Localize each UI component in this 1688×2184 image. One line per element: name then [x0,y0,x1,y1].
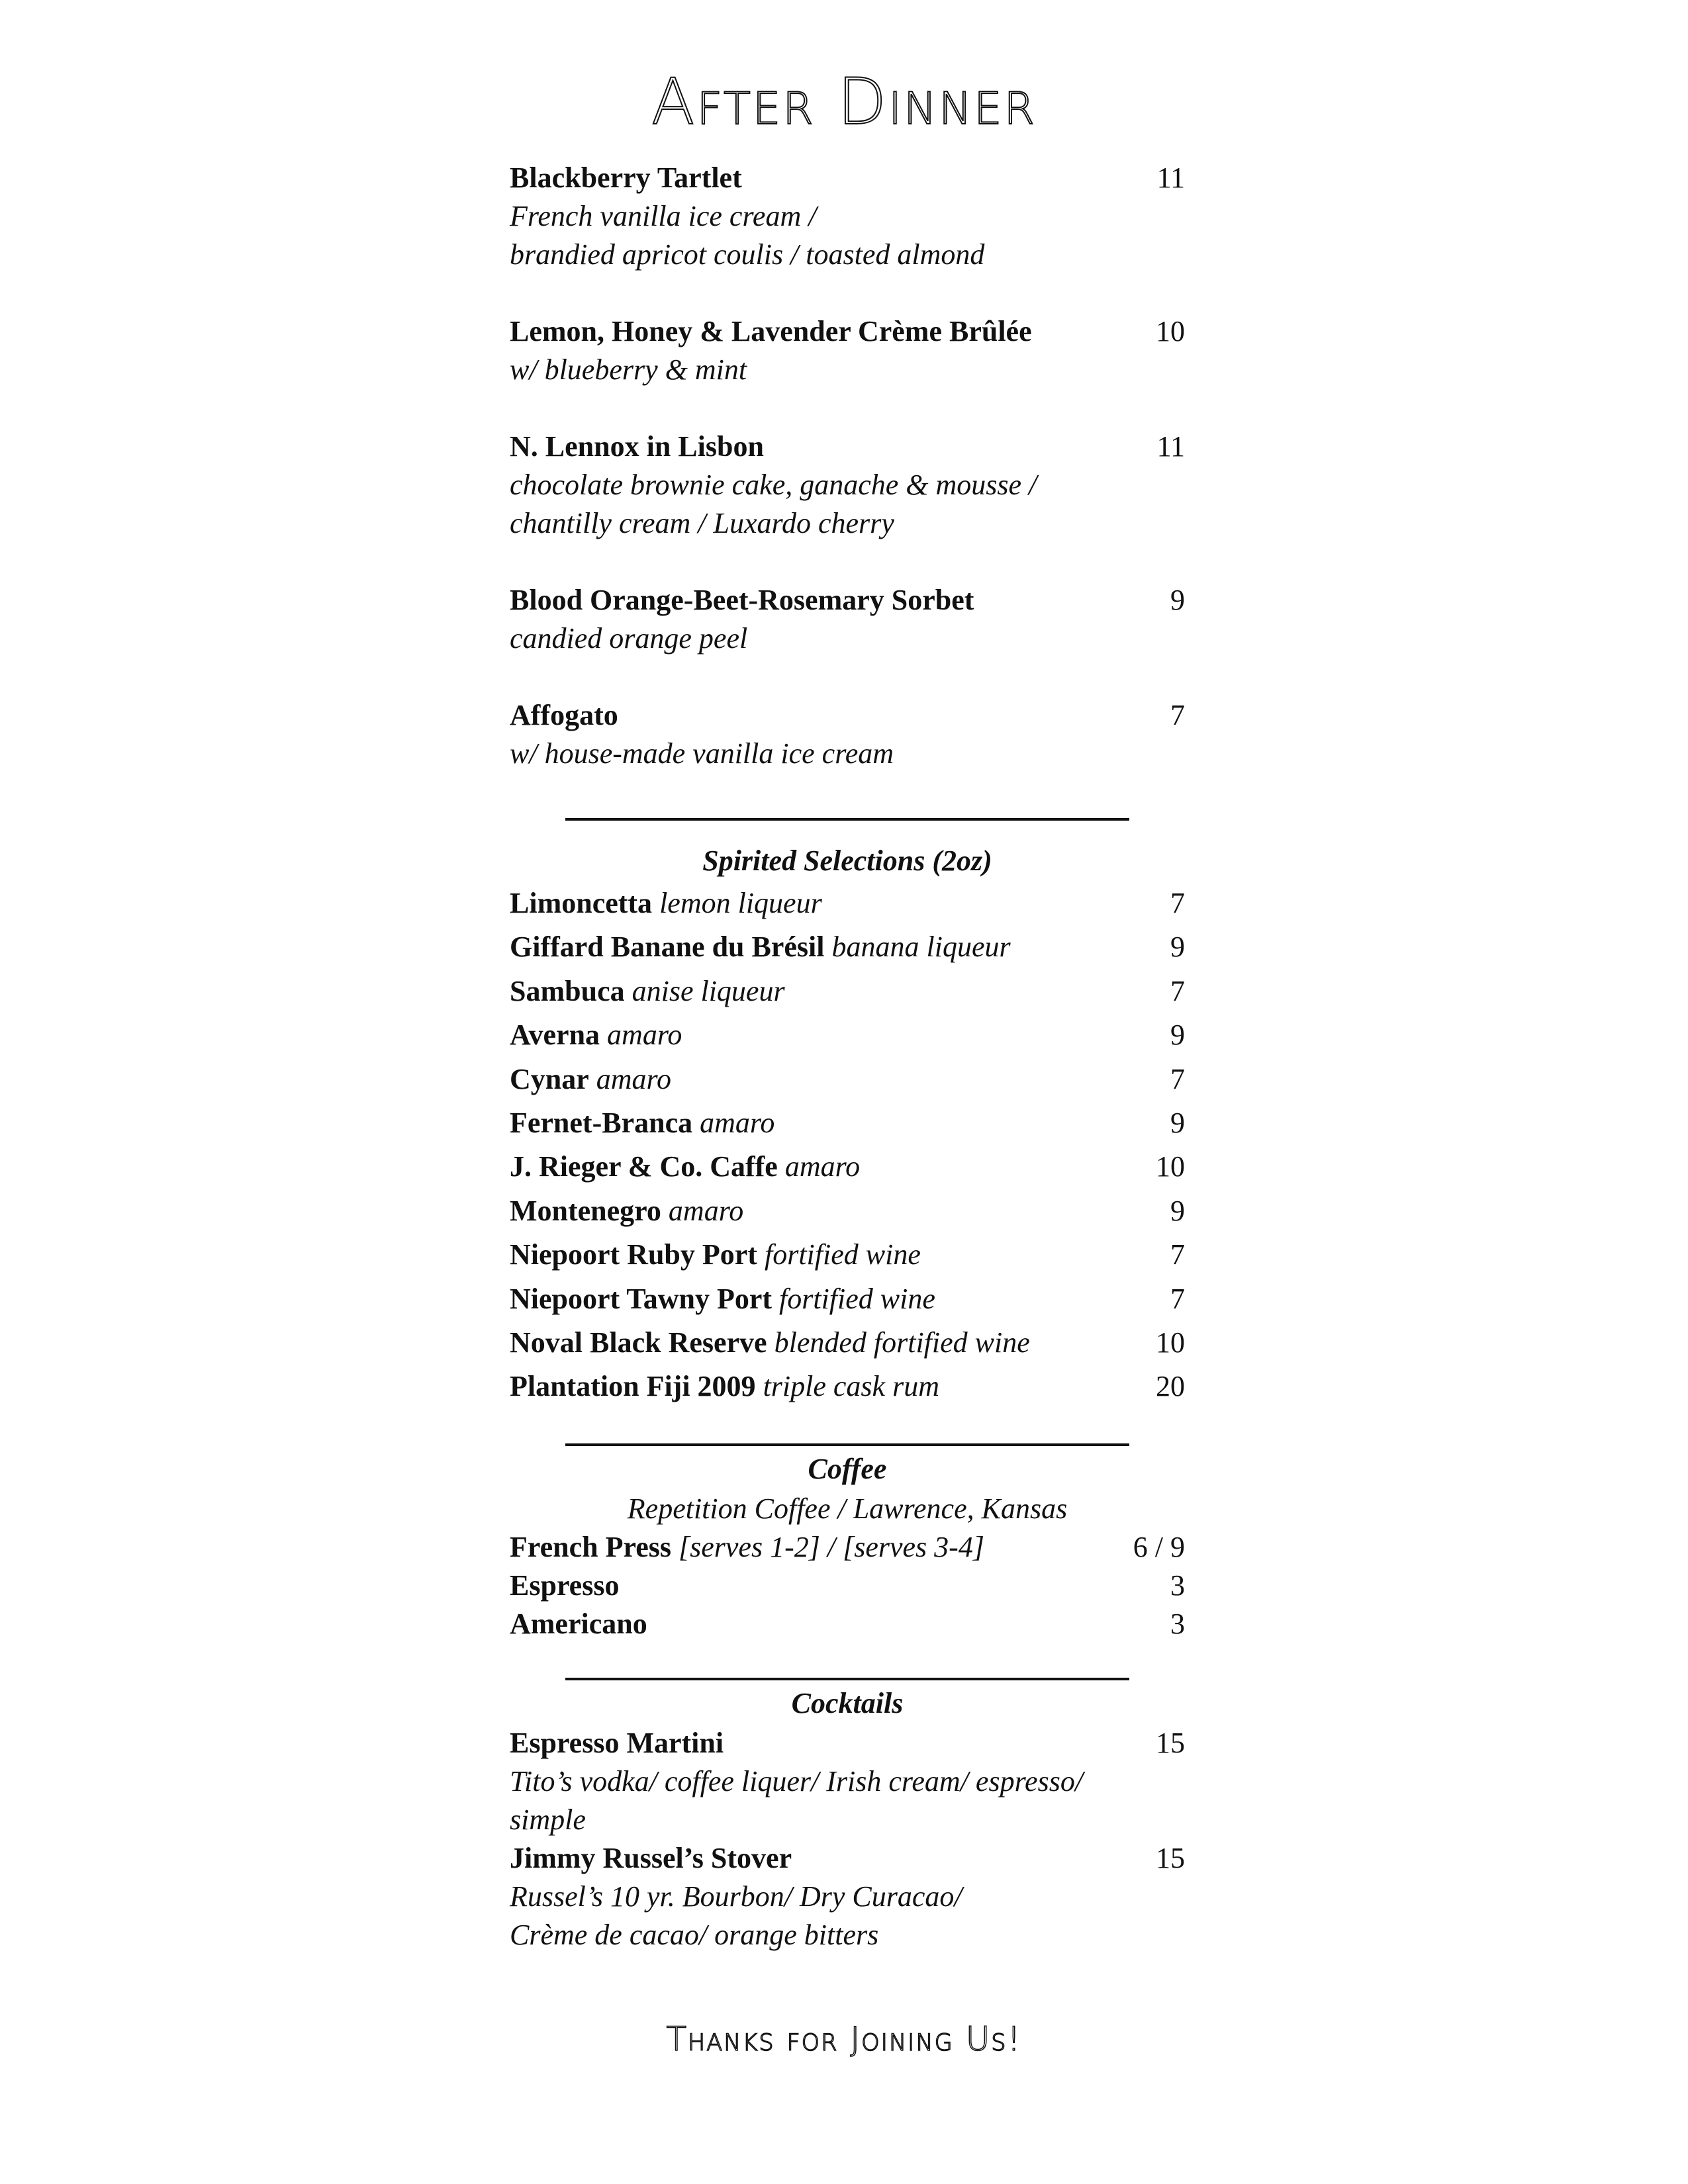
coffee-item [510,1605,1185,1643]
spirit-price: 20 [1156,1370,1185,1403]
dessert-price: 11 [1156,430,1185,463]
spirit-item [510,1101,1185,1145]
spirit-price: 9 [1170,1107,1185,1140]
dessert-desc: French vanilla ice cream / [510,200,817,232]
cocktail-desc: Tito’s vodka/ coffee liquer/ Irish cream/ espresso/ [510,1764,1084,1797]
spirit-price: 9 [1170,1019,1185,1052]
spirit-desc: anise liqueur [632,974,785,1007]
dessert-price: 11 [1156,161,1185,194]
dessert-name: Affogato [510,699,618,731]
spirit-desc: lemon liqueur [659,887,822,919]
dessert-desc: brandied apricot coulis / toasted almond [510,238,985,271]
coffee-name: Espresso [510,1569,620,1602]
dessert-item [510,312,1185,389]
dessert-item [510,428,1185,543]
coffee-title: Coffee [808,1452,887,1485]
spirit-price: 7 [1170,974,1185,1007]
spirit-price: 10 [1156,1326,1185,1359]
section-divider [565,1443,1129,1446]
coffee-price: 3 [1170,1607,1185,1640]
spirit-price: 9 [1170,931,1185,964]
coffee-price: 3 [1170,1569,1185,1602]
spirit-name: Limoncetta [510,887,653,919]
coffee-name: Americano [510,1607,647,1640]
spirit-item [510,970,1185,1013]
cocktail-item [510,1724,1185,1839]
spirit-desc: banana liqueur [831,931,1011,964]
dessert-name: N. Lennox in Lisbon [510,430,764,463]
cocktail-price: 15 [1156,1841,1185,1874]
spirit-item [510,1145,1185,1189]
spirit-item [510,1365,1185,1408]
spirit-desc: triple cask rum [763,1370,939,1403]
coffee-subtitle: Repetition Coffee / Lawrence, Kansas [627,1492,1068,1525]
coffee-section [510,1449,1185,1643]
dessert-desc: w/ house-made vanilla ice cream [510,737,894,770]
cocktail-name: Espresso Martini [510,1726,724,1759]
spirit-price: 9 [1170,1194,1185,1227]
spirit-name: Cynar [510,1062,589,1095]
spirit-price: 7 [1170,1238,1185,1271]
dessert-item [510,696,1185,773]
dessert-desc: chantilly cream / Luxardo cherry [510,507,894,539]
spirit-name: Giffard Banane du Brésil [510,931,825,964]
dessert-name: Blackberry Tartlet [510,161,742,194]
spirit-item [510,1058,1185,1101]
spirit-price: 7 [1170,1282,1185,1315]
coffee-item [510,1567,1185,1605]
spirit-desc: amaro [668,1194,744,1227]
footer-thanks: Thanks for Joining Us! [666,2020,1022,2058]
dessert-item [510,581,1185,658]
cocktails-title: Cocktails [791,1686,904,1719]
spirit-item [510,1189,1185,1233]
dessert-desc: candied orange peel [510,622,748,655]
cocktail-item [510,1839,1185,1954]
spirit-desc: amaro [607,1019,682,1052]
page-title: After Dinner [651,65,1037,139]
section-divider [565,818,1129,821]
spirit-name: Sambuca [510,974,625,1007]
spirit-desc: fortified wine [779,1282,935,1315]
menu-column [510,159,1185,1954]
spirit-name: Plantation Fiji 2009 [510,1370,756,1403]
spirits-title: Spirited Selections (2oz) [702,844,992,877]
dessert-desc: w/ blueberry & mint [510,353,747,386]
cocktails-section [510,1683,1185,1954]
spirit-price: 10 [1156,1150,1185,1183]
spirits-section [510,841,1185,1409]
spirit-name: Averna [510,1019,600,1052]
cocktail-desc: Russel’s 10 yr. Bourbon/ Dry Curacao/ [510,1880,962,1913]
spirit-name: Fernet-Branca [510,1107,693,1140]
dessert-name: Blood Orange-Beet-Rosemary Sorbet [510,584,974,616]
dessert-list [510,159,1185,773]
dessert-desc: chocolate brownie cake, ganache & mousse / [510,469,1037,501]
spirit-desc: amaro [784,1150,861,1183]
spirit-name: Montenegro [510,1194,661,1227]
spirit-item [510,1013,1185,1057]
spirit-name: Noval Black Reserve [510,1326,767,1359]
dessert-item [510,159,1185,274]
spirit-desc: amaro [596,1062,672,1095]
dessert-price: 10 [1156,315,1185,347]
spirit-name: Niepoort Ruby Port [510,1238,757,1271]
spirit-item [510,1233,1185,1277]
coffee-item [510,1528,1185,1567]
dessert-price: 9 [1170,584,1185,616]
cocktail-desc: simple [510,1803,586,1836]
spirit-item [510,882,1185,925]
coffee-name: French Press [510,1530,671,1563]
spirit-desc: fortified wine [764,1238,921,1271]
spirit-item [510,1321,1185,1365]
dessert-price: 7 [1170,699,1185,731]
cocktail-price: 15 [1156,1726,1185,1759]
coffee-desc: [serves 1-2] / [serves 3-4] [679,1530,984,1563]
dessert-name: Lemon, Honey & Lavender Crème Brûlée [510,315,1032,347]
spirit-name: Niepoort Tawny Port [510,1282,772,1315]
section-divider [565,1678,1129,1680]
spirit-price: 7 [1170,887,1185,919]
spirit-desc: amaro [700,1107,775,1140]
spirit-item [510,1277,1185,1321]
cocktail-name: Jimmy Russel’s Stover [510,1841,792,1874]
spirit-name: J. Rieger & Co. Caffe [510,1150,778,1183]
coffee-price: 6 / 9 [1133,1530,1185,1563]
spirit-price: 7 [1170,1062,1185,1095]
spirit-item [510,925,1185,969]
cocktail-desc: Crème de cacao/ orange bitters [510,1918,879,1951]
spirit-desc: blended fortified wine [774,1326,1030,1359]
